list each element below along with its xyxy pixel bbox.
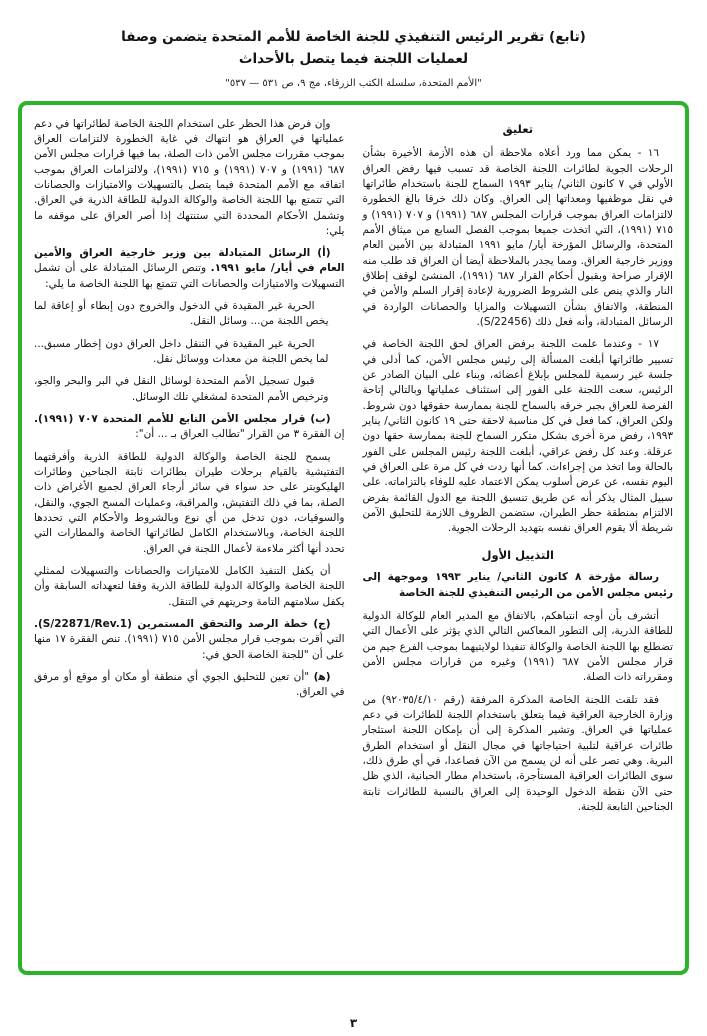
- quoted-paragraph-1: يسمح للجنة الخاصة والوكالة الدولية للطاقة الذرية وأفرقتهما التفتيشية بالقيام برحلات طيران بطائرات ثابتة الجناحين وطائرات الهليكوبتر على حد سواء في سائر أرجاء العراق لجميع الأغراض ذات الصلة، بما في ذلك التفتيش، والمراقبة، وعمليات المسح الجوي، والنقل، والسوقيات، دون تدخل من أي نوع وبالشروط والأحكام التي تحددها اللجنة الخاصة، وبالاستخدام الكامل لطائراتها الخاصة والمطارات التي تحدد أنها أكثر ملاءمة لأعمال اللجنة في العراق.: [34, 450, 345, 555]
- item-b-text: إن الفقرة ٣ من القرار "تطالب العراق بـ ... أن":: [135, 428, 345, 441]
- document-header: [0, 0, 707, 89]
- bullet-item: قبول تسجيل الأمم المتحدة لوسائل النقل في البر والبحر والجو، وترخيص الأمم المتحدة لمشغلي تلك الوسائل.: [34, 375, 329, 403]
- appendix-heading: التذييل الأول: [481, 547, 554, 562]
- item-a-label: (أ): [317, 247, 331, 260]
- quoted-paragraph-2: أن يكفل التنفيذ الكامل للامتيازات والحصانات والتسهيلات لممثلي اللجنة الخاصة والوكالة الدولية للطاقة الذرية وفقا لتعهداته السابقة وأن يكفل سلامتهم التامة وحريتهم في التنقل.: [34, 565, 345, 608]
- appendix-paragraph-1: أتشرف بأن أوجه انتباهكم، بالاتفاق مع المدير العام للوكالة الدولية للطاقة الذرية، إلى التطور المعاكس التالي الذي يؤثر على الأعمال التي تضطلع بها اللجنة الخاصة والوكالة تنفيذا لولايتيهما بموجب الفرع جيم من قرار مجلس الأمن ٦٨٧ (١٩٩١) وغيره من قرارات مجلس الأمن ومقرراته ذات الصلة.: [362, 609, 673, 684]
- item-c-lead: خطة الرصد والتحقق المستمرين (S/22871/Rev.1).: [34, 618, 309, 631]
- item-h-text: "أن تعين للتحليق الجوي أي منطقة أو مكان أو موقع أو مرفق في العراق.: [34, 671, 345, 699]
- item-c-label: (ج): [313, 618, 331, 631]
- paragraph-16: ١٦ - يمكن مما ورد أعلاه ملاحظة أن هذه الأزمة الأخيرة بشأن الرحلات الجوية لطائرات اللجنة الخاصة قد تسبب فيها رفض العراق الأولي في ٧ كانون الثاني/ يناير ١٩٩٣ السماح للجنة باستخدام طائراتها في نقل موظفيها ومعداتها إلى العراق. وكان ذلك خرقا بالغ الخطورة لالتزامات العراق بموجب قرارات المجلس ٦٨٧ (١٩٩١) و ٧٠٧ (١٩٩١) و ٧١٥ (١٩٩١)، التي اتخذت جميعا بموجب الفصل السابع من ميثاق الأمم المتحدة، والرسائل المؤرخة أيار/ مايو ١٩٩١ المتبادلة بين الأمين العام ووزير خارجية العراق. ومما يجدر بالملاحظة أيضا أن العراق قد طلب منه الإقرار صراحة وبقبول أحكام القرار ٦٨٧ (١٩٩١)، المنشئ لوقف إطلاق النار والذي ينص على الشروط الضرورية لإعادة إقرار السلم والأمن في المنطقة، والاتفاق بشأن التسهيلات والمزايا والحصانات الواردة في الرسائل المتبادلة، وأنه فعل ذلك (S/22456).: [362, 147, 674, 328]
- bullet-item: الحرية غير المقيدة في التنقل داخل العراق دون إخطار مسبق... لما يخص اللجنة من معدات ووسائل نقل.: [34, 337, 329, 366]
- appendix-subtitle: رسالة مؤرخة ٨ كانون الثاني/ يناير ١٩٩٣ وموجهة إلى رئيس مجلس الأمن من الرئيس التنفيذي للجنة الخاصة: [362, 571, 673, 599]
- list-item-a: [34, 246, 345, 292]
- list-item-h: [34, 670, 345, 701]
- item-a-lead: الرسائل المتبادلة بين وزير خارجية العراق والأمين العام في أيار/ مايو ١٩٩١.: [34, 247, 345, 275]
- header-title-line-1: (تابع) تقرير الرئيس التنفيذي للجنة الخاصة للأمم المتحدة يتضمن وصفا: [121, 29, 586, 45]
- appendix-paragraph-2: فقد تلقت اللجنة الخاصة المذكرة المرفقة (رقم ٩٢٠٣٥/٤/١٠) من وزارة الخارجية العراقية فيما يتعلق باستخدام اللجنة للطائرات في دعم عملياتها في العراق. وتشير المذكرة إلى أن بإمكان اللجنة استئجار طائرات عراقية لتلبية احتياجاتها في مجال النقل أو استخدام الطرق البرية. وهي تصر على أنه لن يسمح من الآن فصاعدا، في أي طرق ذلك، سوى الطائرات العراقية المستأجرة، باستخدام مطار الحبانية، الذي ظل حتى الآن نقطة الدخول الوحيدة إلى العراق بالنسبة للطائرات ثابتة الجناحين التابعة للجنة.: [362, 693, 673, 813]
- bullet-item: الحرية غير المقيدة في الدخول والخروج دون إبطاء أو إعاقة لما يخص اللجنة من... وسائل النقل.: [34, 300, 329, 328]
- item-b-label: (ب): [310, 413, 331, 426]
- header-source-citation: "الأمم المتحدة، سلسلة الكتب الزرقاء، مج ٩، ص ٥٣١ — ٥٣٧": [225, 77, 482, 89]
- column-right: [363, 117, 674, 959]
- column-left: [34, 117, 345, 959]
- list-item-c: [34, 617, 345, 663]
- list-item-b: [34, 412, 345, 443]
- comment-heading: تعليق: [502, 121, 534, 136]
- green-highlight-frame: [18, 101, 689, 975]
- intro-paragraph: وإن فرض هذا الحظر على استخدام اللجنة الخاصة لطائراتها في دعم عملياتها في العراق هو انتهاك في غاية الخطورة لالتزامات العراق بموجب مقررات مجلس الأمن ذات الصلة، بما فيها قرارات مجلس الأمن ٦٨٧ (١٩٩١) و ٧٠٧ (١٩٩١) و ٧١٥ (١٩٩١)، ولالتزامات العراق بموجب اتفاقه مع الأمم المتحدة فيما يتصل بالتسهيلات والامتيازات والحصانات التي تتمتع بها اللجنة الخاصة والوكالة الدولية للطاقة الذرية في العراق. وتشمل الأحكام المحددة التي ستنتهك إذا أصر العراق على موقفه ما يلي:: [34, 117, 345, 237]
- page-number: ٣: [349, 1016, 358, 1030]
- item-h-label: (ﻫ): [313, 671, 331, 684]
- header-title-line-2: لعمليات اللجنة فيما يتصل بالأحداث: [238, 51, 469, 68]
- item-c-text: التي أقرت بموجب قرار مجلس الأمن ٧١٥ (١٩٩١). تنص الفقرة ١٧ منها على أن "للجنة الخاصة الحق في:: [34, 633, 345, 661]
- item-b-lead: قرار مجلس الأمن التابع للأمم المتحدة ٧٠٧ (١٩٩١).: [34, 413, 306, 426]
- paragraph-17: ١٧ - وعندما علمت اللجنة برفض العراق لحق اللجنة الخاصة في تسيير طائراتها أبلغت المسألة إلى رئيس مجلس الأمن، كما أدلى في جلسة غير رسمية للمجلس بإبلاغ أعضائه، وبناء على البيان الصادر عن الرئيس، سعت اللجنة على الفور إلى استئناف عملياتها وبالتالي إتاحة الفرصة للعراق بجبر خرقه بالسماح للجنة بممارسة حقوقها دون شروط. ولكن العراق، كما فعل في كل مناسبة لاحقة حتى ١٩ كانون الثاني/ يناير ١٩٩٣، رفض مرة أخرى بشكل متكرر السماح للجنة بممارسة حقها دون عرقلة. وعند كل رفض عراقي، أبلغت اللجنة رئيس المجلس على الفور بالحالة وما اتخذ من إجراءات. كما أنها ردت في كل مرة على العراق في اليوم نفسه، عن عرض أسلوب يمكن الاعتماد عليه للوفاء بالتزاماته. على سبيل المثال يذكر أنه عن طريق تنسيق اللجنة مع الدول القائمة بفرض الالتزام بمنطقة حظر الطيران، ستضمن الظروف اللازمة للتحليق الآمن شريطة ألا يقوم العراق نفسه بتهديد الرحلات الجوية.: [362, 338, 673, 535]
- item-a-text: وتنص الرسائل المتبادلة على أن تشمل التسهيلات والامتيازات والحصانات التي تتمتع بها اللجنة الخاصة ما يلي:: [34, 262, 345, 290]
